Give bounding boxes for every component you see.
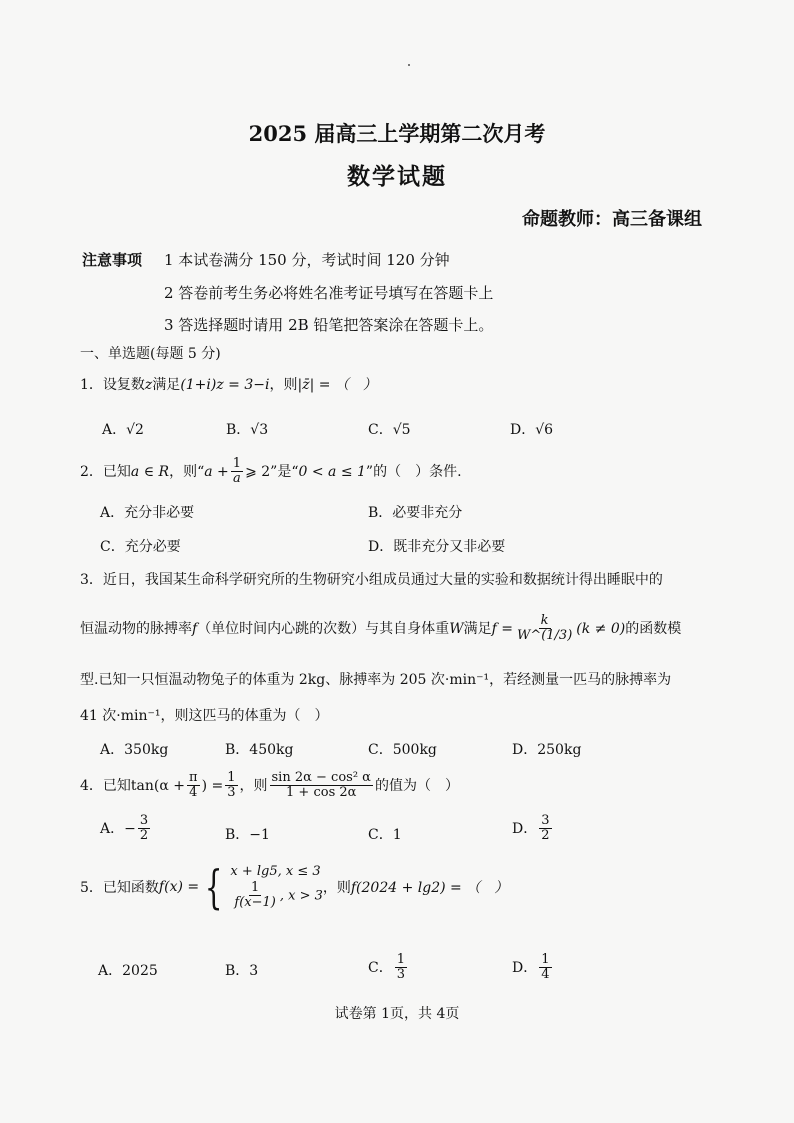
q4-option-a: [100, 814, 152, 844]
option-text: 充分必要: [124, 539, 181, 555]
q4-ratio-fraction: [225, 771, 237, 801]
section-heading: 一、单选题(每题 5 分): [80, 346, 221, 362]
option-text: 450kg: [249, 742, 294, 758]
q1-number: 1．: [80, 377, 103, 393]
option-text: 250kg: [537, 742, 582, 758]
q3-option-d: [512, 739, 581, 759]
exam-author: 命题教师：高三备课组: [522, 209, 702, 230]
frac-denominator: 3: [396, 967, 405, 983]
q3-text-mid: （单位时间内心跳的次数）与其自身体重: [197, 620, 450, 637]
option-text: 3: [249, 963, 259, 979]
q5-case-2-fraction: [232, 881, 277, 911]
q5-text: 已知函数: [102, 880, 159, 897]
q2-text-post: ”的（ ）条件.: [365, 463, 462, 480]
q1-text: 设复数: [102, 377, 145, 393]
exam-subject: 数学试题: [347, 163, 447, 190]
option-text: 350kg: [124, 742, 169, 758]
frac-denominator: 3: [227, 785, 236, 801]
q4-option-b: [225, 824, 270, 844]
q2-option-c: [100, 536, 181, 556]
q5-option-c: [368, 953, 409, 983]
q3-var-w: W: [449, 620, 464, 637]
q2-text-mid: ，则“: [169, 463, 205, 480]
q5-ask: f(2024 + lg2) = （ ）: [350, 880, 509, 897]
q2-option-d: [368, 536, 505, 556]
q1-var: z: [144, 377, 153, 393]
option-label: B．: [225, 963, 250, 979]
q1-option-c: [368, 419, 411, 439]
q2-fraction: [231, 457, 243, 487]
frac-numerator: 3: [541, 813, 550, 828]
q3-text: 恒温动物的脉搏率: [80, 620, 192, 637]
option-text: 2025: [122, 963, 158, 979]
frac-numerator: 1: [250, 879, 260, 895]
q3-option-a: [100, 739, 168, 759]
option-text: 既非充分又非必要: [393, 539, 506, 555]
option-text: √6: [535, 422, 554, 438]
option-fraction: [395, 953, 407, 983]
page-footer: 试卷第 1页，共 4页: [334, 1006, 460, 1022]
question-3-line-4: 41 次·min⁻¹，则这匹马的体重为（ ）: [80, 708, 329, 724]
option-label: A．: [100, 820, 125, 837]
option-text: 500kg: [392, 742, 437, 758]
q3-option-b: [225, 739, 293, 759]
q5-text-post: ，则: [322, 880, 351, 897]
q3-var-f: f: [192, 620, 198, 637]
q3-fraction: [515, 614, 574, 644]
q3-text-mid2: 满足: [463, 620, 492, 637]
q4-tan-close: ) =: [201, 777, 224, 794]
frac-numerator: 1: [227, 770, 236, 785]
q2-text-mid2: ”是“: [270, 463, 299, 480]
q5-fx: f(x) =: [158, 879, 200, 896]
option-label: C．: [368, 959, 393, 976]
option-label: D．: [510, 422, 536, 438]
q2-cond2: 0 < a ≤ 1: [298, 463, 366, 480]
q4-tan: tan(α +: [130, 777, 186, 794]
q3-formula-lhs: f =: [491, 620, 513, 637]
q5-row: [80, 860, 509, 915]
q2-expr-b: ⩾ 2: [245, 463, 271, 480]
exam-title: 2025 届高三上学期第二次月考: [248, 121, 546, 146]
frac-denominator: 4: [541, 967, 550, 983]
frac-numerator: 1: [396, 952, 405, 967]
option-label: D．: [512, 820, 538, 837]
q2-cond: a ∈ R: [130, 463, 170, 480]
frac-numerator: sin 2α − cos² α: [271, 770, 371, 785]
q2-number: 2．: [80, 463, 103, 480]
option-label: B．: [225, 742, 250, 758]
note-3: 3 答选择题时请用 2B 铅笔把答案涂在答题卡上。: [164, 316, 494, 334]
q1-option-d: [510, 419, 553, 439]
q5-case-2: [230, 881, 322, 911]
option-text: 充分非必要: [124, 505, 195, 521]
frac-denominator: a: [233, 471, 241, 487]
option-fraction: [138, 814, 150, 844]
q4-text-post: 的值为（ ）: [374, 777, 459, 794]
option-text: √5: [392, 422, 411, 438]
option-label: B．: [368, 505, 393, 521]
q2-option-b: [368, 502, 462, 522]
q1-ask: |z̄| = （ ）: [297, 377, 377, 393]
q2-expr: a +: [204, 463, 229, 480]
option-label: A．: [100, 742, 125, 758]
frac-numerator: 1: [541, 952, 550, 967]
option-label: D．: [368, 539, 394, 555]
frac-numerator: π: [189, 770, 198, 785]
notes-label: 注意事项: [82, 251, 143, 269]
option-label: C．: [100, 539, 125, 555]
q4-expression-fraction: [270, 771, 373, 801]
question-3-line-2: [80, 614, 681, 644]
frac-denominator: 1 + cos 2α: [286, 785, 357, 801]
q3-formula-cond: (k ≠ 0): [576, 620, 626, 637]
q4-pi-fraction: [187, 771, 200, 801]
q3-option-c: [368, 739, 437, 759]
option-label: C．: [368, 827, 393, 843]
option-text: 必要非充分: [392, 505, 463, 521]
option-sign: −: [124, 820, 136, 837]
q1-option-a: [102, 419, 144, 439]
q5-cases: [230, 864, 322, 910]
question-5: [80, 860, 509, 915]
frac-denominator: 2: [139, 828, 149, 844]
frac-denominator: 2: [541, 828, 550, 844]
q4-number: 4．: [80, 777, 103, 794]
q4-option-c: [368, 824, 402, 844]
q2-text: 已知: [102, 463, 131, 480]
option-label: B．: [226, 422, 251, 438]
q4-option-d: [512, 814, 554, 844]
option-label: A．: [102, 422, 127, 438]
frac-denominator: 4: [189, 785, 198, 801]
option-fraction: [539, 814, 551, 844]
option-label: B．: [225, 827, 250, 843]
option-text: 1: [392, 827, 402, 843]
q5-option-b: [225, 960, 258, 980]
frac-denominator: W^(1/3): [516, 628, 573, 644]
q5-option-d: [512, 953, 554, 983]
question-3-line-1: 3．近日，我国某生命科学研究所的生物研究小组成员通过大量的实验和数据统计得出睡眠中的: [80, 572, 663, 588]
q3-text-post: 的函数模: [625, 620, 682, 637]
question-3-line-3: 型.已知一只恒温动物兔子的体重为 2kg、脉搏率为 205 次·min⁻¹，若经测量一匹马的脉搏率为: [80, 672, 672, 688]
option-label: D．: [512, 742, 538, 758]
q4-text: 已知: [102, 777, 131, 794]
option-text: √3: [250, 422, 269, 438]
option-label: C．: [368, 422, 393, 438]
q5-case-2-cond: , x > 3: [279, 888, 323, 904]
q1-equation: (1+i)z = 3−i: [180, 377, 270, 393]
option-fraction: [539, 953, 551, 983]
q5-number: 5．: [80, 880, 103, 897]
frac-numerator: 1: [232, 456, 242, 471]
q5-option-a: [98, 960, 158, 980]
q1-text-post: ，则: [269, 377, 298, 393]
option-text: √2: [126, 422, 144, 438]
q1-option-b: [226, 419, 268, 439]
note-2: 2 答卷前考生务必将姓名准考证号填写在答题卡上: [164, 284, 494, 302]
option-label: A．: [98, 963, 123, 979]
question-4: [80, 771, 459, 801]
question-2: [80, 457, 462, 487]
q2-option-a: [100, 502, 194, 522]
option-text: −1: [249, 827, 270, 843]
scan-speck: [408, 64, 410, 66]
question-1: [80, 374, 377, 394]
q1-text-mid: 满足: [152, 377, 181, 393]
note-1: 1 本试卷满分 150 分，考试时间 120 分钟: [164, 251, 450, 269]
frac-numerator: k: [540, 613, 549, 628]
q4-text-mid: ，则: [239, 777, 268, 794]
frac-numerator: 3: [139, 813, 149, 828]
option-label: A．: [100, 505, 125, 521]
q5-case-1: x + lg5, x ≤ 3: [230, 864, 321, 879]
option-label: C．: [368, 742, 393, 758]
option-label: D．: [512, 959, 538, 976]
left-brace-icon: {: [204, 860, 223, 915]
frac-denominator: f(x−1): [234, 895, 276, 911]
